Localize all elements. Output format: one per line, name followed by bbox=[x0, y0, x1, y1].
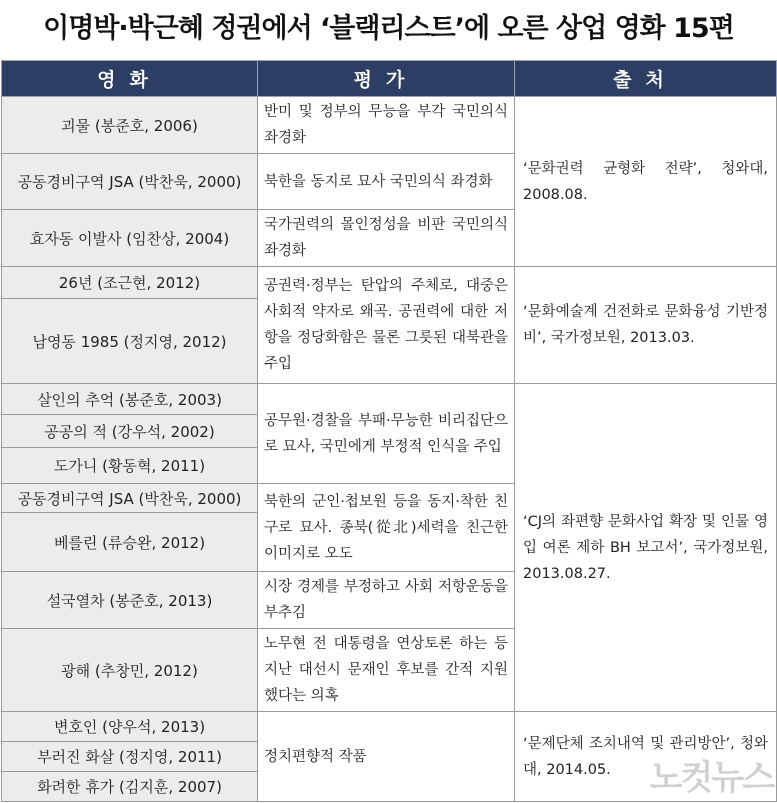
watermark-logo: 노컷뉴스 bbox=[649, 758, 773, 798]
evaluation-cell: 공권력·정부는 탄압의 주체로, 대중은 사회적 약자로 왜곡. 공권력에 대한 저항을 정당화함은 물론 그릇된 대북관을 주입 bbox=[258, 267, 515, 384]
film-cell: 변호인 (양우석, 2013) bbox=[2, 712, 258, 742]
evaluation-cell: 노무현 전 대통령을 연상토론 하는 등 지난 대선시 문재인 후보를 간적 지원했다는 의혹 bbox=[258, 629, 515, 712]
source-cell: ‘문화권력 균형화 전략’, 청와대, 2008.08. bbox=[515, 97, 777, 267]
film-cell: 광해 (추창민, 2012) bbox=[2, 629, 258, 712]
film-cell: 공공의 적 (강우석, 2002) bbox=[2, 415, 258, 448]
film-cell: 베를린 (류승완, 2012) bbox=[2, 513, 258, 572]
page-title: 이명박·박근혜 정권에서 ‘블랙리스트’에 오른 상업 영화 15편 bbox=[43, 13, 734, 44]
table-row bbox=[2, 267, 777, 299]
source-cell: ‘CJ의 좌편향 문화사업 확장 및 인물 영입 여론 제하 BH 보고서’, 국가정보원, 2013.08.27. bbox=[515, 384, 777, 712]
header-row bbox=[2, 61, 777, 97]
evaluation-cell: 공무원·경찰을 부패·무능한 비리집단으로 묘사, 국민에게 부정적 인식을 주입 bbox=[258, 384, 515, 484]
source-cell: ‘문제단체 조치내역 및 관리방안’, 청와대, 2014.05. bbox=[515, 712, 777, 802]
evaluation-cell: 정치편향적 작품 bbox=[258, 712, 515, 802]
table-row bbox=[2, 384, 777, 415]
film-cell: 효자동 이발사 (임찬상, 2004) bbox=[2, 210, 258, 267]
film-cell: 부러진 화살 (정지영, 2011) bbox=[2, 742, 258, 772]
evaluation-cell: 반미 및 정부의 무능을 부각 국민의식 좌경화 bbox=[258, 97, 515, 154]
header-evaluation: 평가 bbox=[258, 61, 515, 97]
source-cell: ‘문화예술계 건전화로 문화융성 기반정비’, 국가정보원, 2013.03. bbox=[515, 267, 777, 384]
film-cell: 괴물 (봉준호, 2006) bbox=[2, 97, 258, 154]
blacklist-table bbox=[1, 60, 777, 802]
film-cell: 설국열차 (봉준호, 2013) bbox=[2, 572, 258, 629]
evaluation-cell: 국가권력의 몰인정성을 비판 국민의식 좌경화 bbox=[258, 210, 515, 267]
film-cell: 화려한 휴가 (김지훈, 2007) bbox=[2, 772, 258, 802]
film-cell: 도가니 (황동혁, 2011) bbox=[2, 448, 258, 484]
table-row bbox=[2, 712, 777, 742]
film-cell: 26년 (조근현, 2012) bbox=[2, 267, 258, 299]
film-cell: 살인의 추억 (봉준호, 2003) bbox=[2, 384, 258, 415]
film-cell: 공동경비구역 JSA (박찬욱, 2000) bbox=[2, 154, 258, 210]
header-film: 영화 bbox=[2, 61, 258, 97]
header-source: 출처 bbox=[515, 61, 777, 97]
evaluation-cell: 시장 경제를 부정하고 사회 저항운동을 부추김 bbox=[258, 572, 515, 629]
evaluation-cell: 북한의 군인·첩보원 등을 동지·착한 친구로 묘사. 종북(從北)세력을 친근한 이미지로 오도 bbox=[258, 484, 515, 572]
film-cell: 공동경비구역 JSA (박찬욱, 2000) bbox=[2, 484, 258, 513]
evaluation-cell: 북한을 동지로 묘사 국민의식 좌경화 bbox=[258, 154, 515, 210]
table-row bbox=[2, 97, 777, 154]
film-cell: 남영동 1985 (정지영, 2012) bbox=[2, 299, 258, 384]
